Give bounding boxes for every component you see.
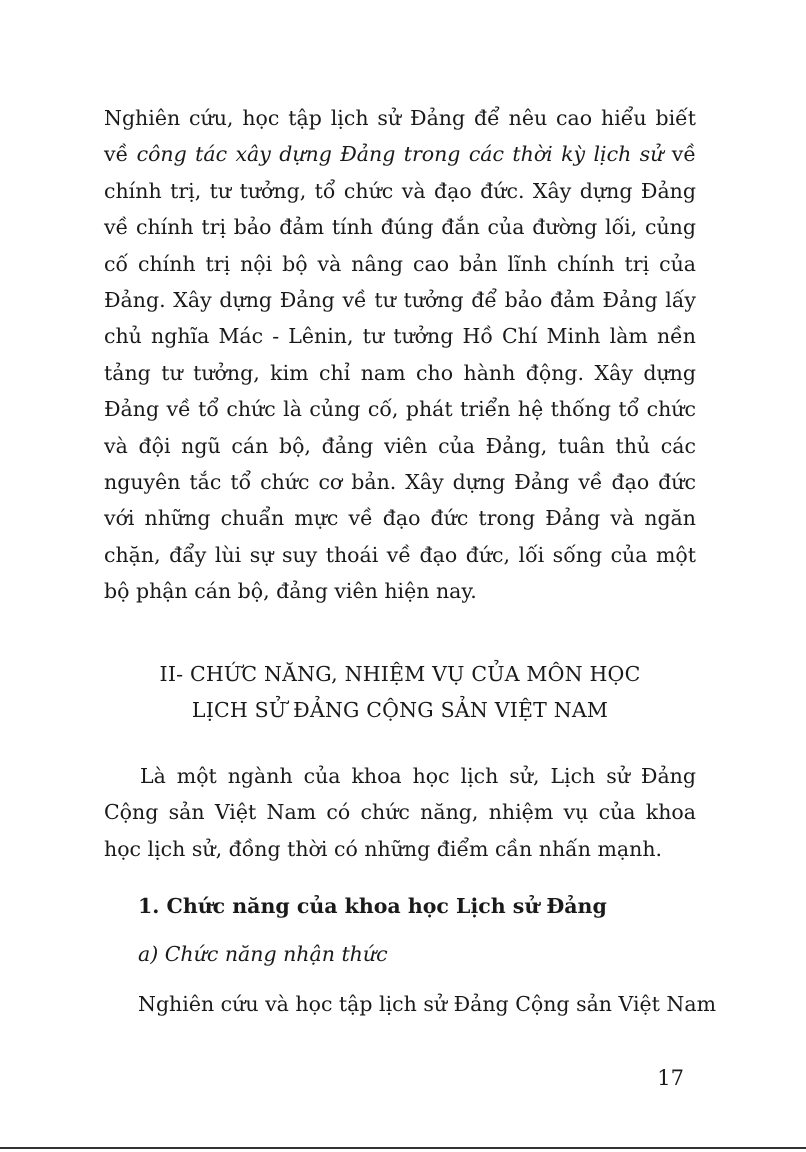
paragraph-party-building <box>104 100 696 610</box>
subheading-functions: 1. Chức năng của khoa học Lịch sử Đảng <box>138 894 607 918</box>
subsubheading-cognitive-function: a) Chức năng nhận thức <box>138 942 388 966</box>
page-bottom-edge <box>0 1147 806 1149</box>
paragraph-text-start: Nghiên cứu, học tập lịch sử Đảng để nêu cao hiểu biết về <box>104 106 696 167</box>
paragraph-italic-phrase: công tác xây dựng Đảng trong các thời kỳ lịch sử <box>136 142 664 167</box>
page-number: 17 <box>657 1066 684 1090</box>
section-heading-line-1: II- CHỨC NĂNG, NHIỆM VỤ CỦA MÔN HỌC <box>159 662 641 686</box>
section-heading-line-2: LỊCH SỬ ĐẢNG CỘNG SẢN VIỆT NAM <box>191 698 609 722</box>
paragraph-last-line: Nghiên cứu và học tập lịch sử Đảng Cộng sản Việt Nam <box>138 992 717 1016</box>
paragraph-text-rest: về chính trị, tư tưởng, tổ chức và đạo đức. Xây dựng Đảng về chính trị bảo đảm tính đúng đắn của đường lối, củng cố chính trị nội bộ và nâng cao bản lĩnh chính trị của Đảng. Xây dựng Đảng về tư tưởng để bảo đảm Đảng lấy chủ nghĩa Mác - Lênin, tư tưởng Hồ Chí Minh làm nền tảng tư tưởng, kim chỉ nam cho hành động. Xây dựng Đảng về tổ chức là củng cố, phát triển hệ thống tổ chức và đội ngũ cán bộ, đảng viên của Đảng, tuân thủ các nguyên tắc tổ chức cơ bản. Xây dựng Đảng về đạo đức với những chuẩn mực về đạo đức trong Đảng và ngăn chặn, đẩy lùi sự suy thoái về đạo đức, lối sống của một bộ phận cán bộ, đảng viên hiện nay. <box>104 142 697 604</box>
paragraph-intro-functions: Là một ngành của khoa học lịch sử, Lịch sử Đảng Cộng sản Việt Nam có chức năng, nhiệm vụ của khoa học lịch sử, đồng thời có những điểm cần nhấn mạnh. <box>104 764 696 861</box>
